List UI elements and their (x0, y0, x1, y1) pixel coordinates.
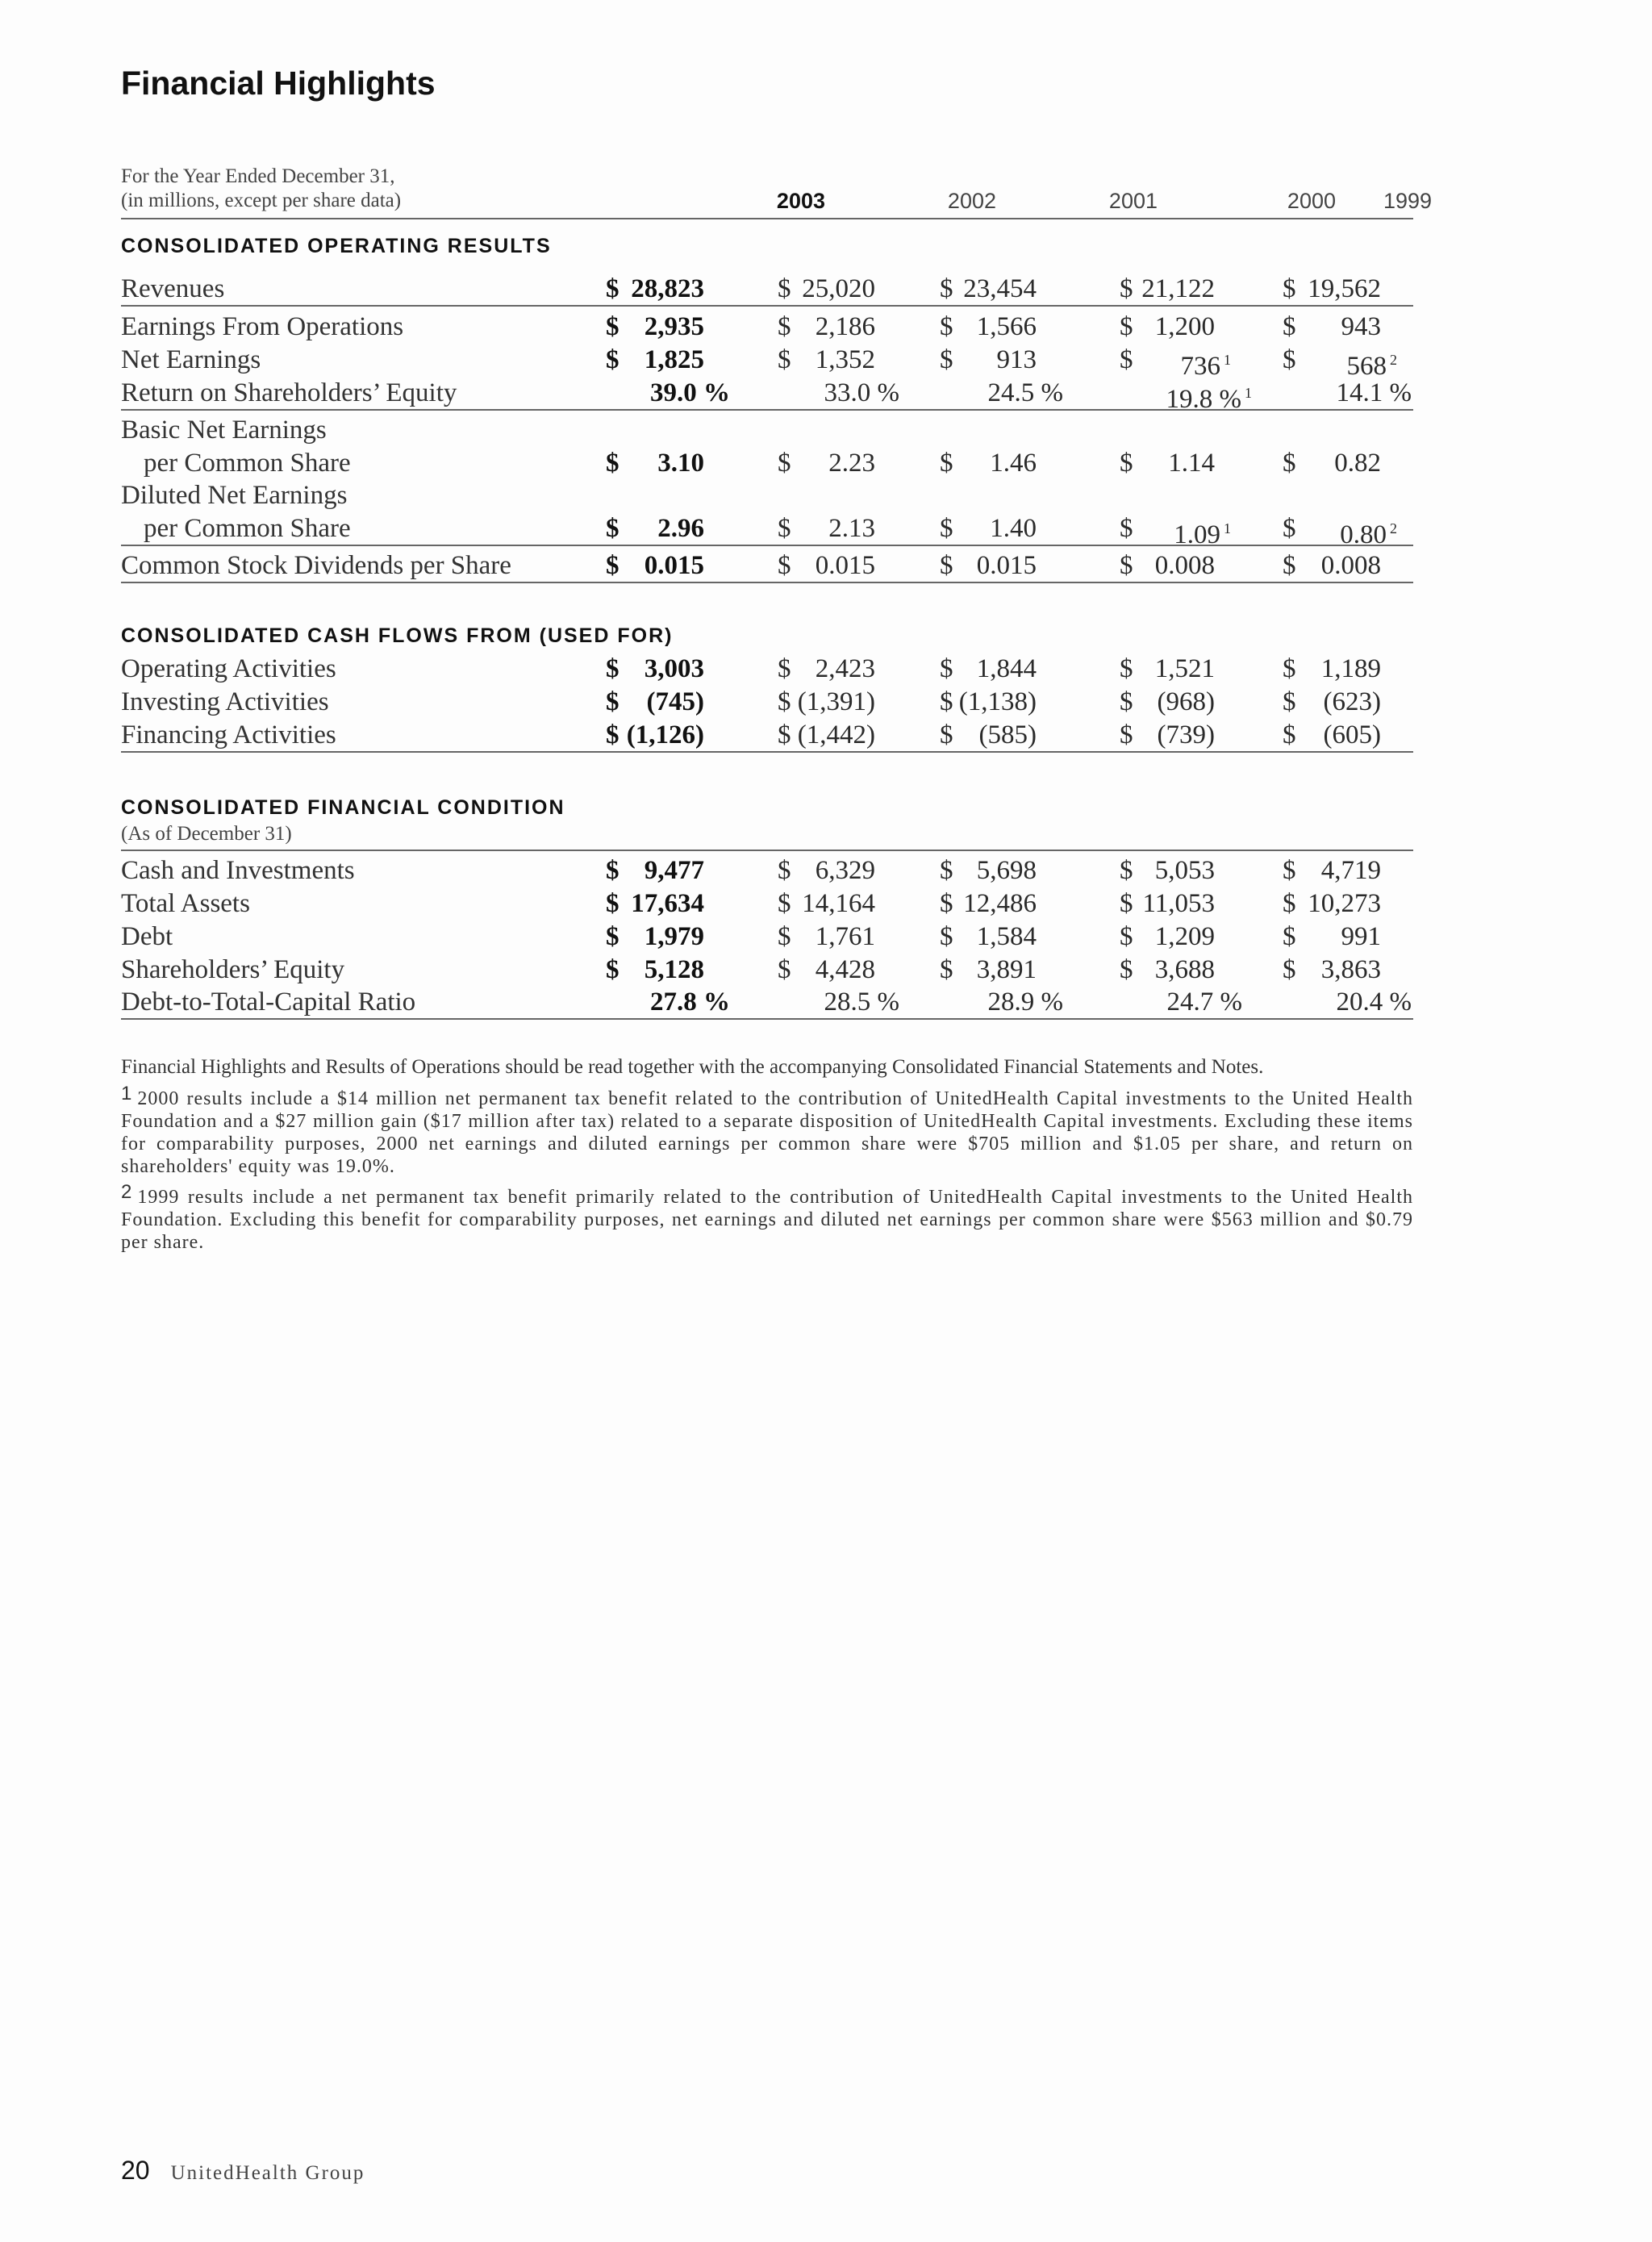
currency-symbol: $ (778, 654, 791, 683)
currency-symbol: $ (1283, 514, 1296, 543)
value: 1,761 (815, 922, 875, 951)
value: 4,719 (1320, 856, 1381, 885)
value: 2,423 (815, 654, 875, 683)
row-label: Basic Net Earnings (121, 415, 327, 445)
value: 2.13 (828, 514, 875, 543)
currency-symbol: $ (940, 687, 953, 716)
row-label: Earnings From Operations (121, 312, 404, 341)
currency-symbol: $ (778, 274, 791, 303)
row-investing-activities (121, 686, 1413, 719)
value-cell (606, 954, 704, 987)
currency-symbol: $ (778, 856, 791, 885)
value: 11,053 (1142, 889, 1215, 918)
value-cell (1120, 311, 1215, 344)
value-cell (940, 719, 1037, 752)
currency-symbol: $ (606, 654, 620, 683)
row-financing-activities (121, 719, 1413, 752)
value: 1,352 (815, 345, 875, 374)
value: 4,428 (815, 955, 875, 984)
value-cell (1120, 512, 1231, 549)
value-cell (778, 447, 875, 480)
value: (585) (978, 720, 1037, 749)
divider (121, 582, 1413, 583)
year-2003: 2003 (776, 189, 825, 213)
currency-symbol: $ (606, 687, 620, 716)
divider (121, 1018, 1413, 1020)
value-cell (1283, 986, 1412, 1019)
value-cell (606, 377, 730, 410)
currency-symbol: $ (606, 449, 620, 478)
currency-symbol: $ (940, 720, 953, 749)
value-cell (1283, 311, 1381, 344)
currency-symbol: $ (1120, 922, 1133, 951)
value: 1.09 $^1$ (1174, 520, 1231, 549)
value: (1,138) (958, 687, 1037, 716)
value: 3,003 (644, 654, 704, 683)
row-earnings-from-operations (121, 311, 1413, 344)
currency-symbol: $ (778, 514, 791, 543)
currency-symbol: $ (1120, 654, 1133, 683)
value-cell (1283, 686, 1381, 719)
footnote-text: 2000 results include a $14 million net permanent tax benefit related to the contribution of UnitedHealth Capital investments to the United Health Foundation and a $27 million gain ($17 million after tax) related to a separate disposition of UnitedHealth Capital investments. Excluding these items for comparability purposes, 2000 net earnings and diluted earnings per common share were $705 million and $1.05 per share, and return on shareholders' equity was 19.0%. (121, 1088, 1413, 1177)
currency-symbol: $ (606, 889, 620, 918)
value: (1,391) (797, 687, 875, 716)
value: 1.14 (1168, 449, 1215, 478)
currency-symbol: $ (1283, 449, 1296, 478)
value: (968) (1157, 687, 1215, 716)
value: 736 $^1$ (1180, 352, 1231, 381)
currency-symbol: $ (1283, 687, 1296, 716)
value-cell (1120, 854, 1215, 887)
value: 25,020 (802, 274, 875, 303)
value: 1,200 (1154, 312, 1215, 341)
footnote-ref: 1 (1224, 352, 1231, 368)
value-cell (1120, 719, 1215, 752)
value: 24.7 % (1166, 987, 1242, 1017)
value-cell (1283, 344, 1397, 381)
row-total-assets (121, 887, 1413, 921)
value: 0.008 (1154, 551, 1215, 580)
value: 14,164 (802, 889, 875, 918)
value: 0.008 (1320, 551, 1381, 580)
value-cell (606, 447, 704, 480)
currency-symbol: $ (1120, 955, 1133, 984)
currency-symbol: $ (940, 856, 953, 885)
currency-symbol: $ (1120, 687, 1133, 716)
currency-symbol: $ (1283, 856, 1296, 885)
divider (121, 409, 1413, 411)
row-dividends (121, 549, 1413, 582)
value-cell (606, 921, 704, 954)
value: 2,935 (644, 312, 704, 341)
value-cell (778, 549, 875, 582)
currency-symbol: $ (778, 345, 791, 374)
currency-symbol: $ (940, 654, 953, 683)
row-net-earnings (121, 344, 1413, 381)
currency-symbol: $ (1120, 274, 1133, 303)
row-label: Return on Shareholders’ Equity (121, 378, 457, 407)
value: 1.40 (990, 514, 1037, 543)
year-2001: 2001 (1108, 189, 1158, 213)
value-cell (778, 377, 899, 410)
value: 28,823 (631, 274, 704, 303)
row-label: Net Earnings (121, 345, 261, 374)
currency-symbol: $ (606, 514, 620, 543)
value-cell (1120, 921, 1215, 954)
row-shareholders-equity (121, 954, 1413, 987)
value-cell (1283, 719, 1381, 752)
value-cell (606, 344, 704, 377)
value-cell (778, 512, 875, 545)
row-label: Total Assets (121, 889, 250, 918)
currency-symbol: $ (940, 889, 953, 918)
currency-symbol: $ (606, 922, 620, 951)
currency-symbol: $ (1120, 720, 1133, 749)
currency-symbol: $ (606, 551, 620, 580)
value: 17,634 (631, 889, 704, 918)
row-label: Operating Activities (121, 654, 336, 683)
currency-symbol: $ (1120, 889, 1133, 918)
year-2002: 2002 (947, 189, 996, 213)
value: 12,486 (963, 889, 1037, 918)
currency-symbol: $ (1283, 274, 1296, 303)
value: 5,698 (976, 856, 1037, 885)
value: (623) (1323, 687, 1381, 716)
footnotes (121, 1055, 1413, 1254)
value: 33.0 % (824, 378, 899, 407)
value-cell (606, 273, 704, 306)
value-cell (1283, 512, 1397, 549)
row-operating-activities (121, 653, 1413, 686)
currency-symbol: $ (606, 955, 620, 984)
period-label-line2: (in millions, except per share data) (121, 190, 402, 211)
value-cell (940, 921, 1037, 954)
value: 19,562 (1308, 274, 1381, 303)
value-cell (1283, 954, 1381, 987)
year-1999: 1999 (1383, 189, 1433, 213)
footnote-mark: 1 (121, 1083, 133, 1104)
value: 3,863 (1320, 955, 1381, 984)
value-cell (940, 512, 1037, 545)
value-cell (1283, 549, 1381, 582)
currency-symbol: $ (1120, 551, 1133, 580)
footnote-ref: 1 (1245, 385, 1252, 401)
currency-symbol: $ (1283, 720, 1296, 749)
value: 0.015 (644, 551, 704, 580)
currency-symbol: $ (940, 922, 953, 951)
value-cell (606, 512, 704, 545)
value-cell (1120, 653, 1215, 686)
value-cell (1120, 273, 1215, 306)
value: 20.4 % (1336, 987, 1412, 1017)
currency-symbol: $ (1283, 922, 1296, 951)
value: 10,273 (1308, 889, 1381, 918)
row-return-on-equity (121, 377, 1413, 414)
currency-symbol: $ (940, 449, 953, 478)
value-cell (1120, 954, 1215, 987)
currency-symbol: $ (778, 687, 791, 716)
value: 3,688 (1154, 955, 1215, 984)
value-cell (778, 921, 875, 954)
value: 913 (996, 345, 1037, 374)
page-number: 20 (121, 2156, 150, 2185)
footnote-text: 1999 results include a net permanent tax benefit primarily related to the contribution of UnitedHealth Capital investments to the United Health Foundation. Excluding this benefit for comparability purposes, net earnings and diluted net earnings per common share were $563 million and $0.79 per share. (121, 1187, 1413, 1253)
row-label: per Common Share (144, 449, 351, 478)
value: 943 (1341, 312, 1381, 341)
currency-symbol: $ (778, 551, 791, 580)
value: 1,979 (644, 922, 704, 951)
value: 0.015 (976, 551, 1037, 580)
value-cell (606, 887, 704, 921)
value: 3,891 (976, 955, 1037, 984)
value-cell (940, 954, 1037, 987)
value: 28.5 % (824, 987, 899, 1017)
currency-symbol: $ (606, 274, 620, 303)
value: 24.5 % (987, 378, 1063, 407)
value-cell (606, 986, 730, 1019)
value: 1,566 (976, 312, 1037, 341)
row-label: per Common Share (144, 514, 351, 543)
currency-symbol: $ (940, 955, 953, 984)
value: 2.23 (828, 449, 875, 478)
value-cell (940, 377, 1063, 410)
row-diluted-eps-label (121, 479, 1413, 512)
value: 19.8 % $^1$ (1166, 385, 1252, 414)
value: 5,128 (644, 955, 704, 984)
value-cell (1120, 344, 1231, 381)
value: 21,122 (1141, 274, 1215, 303)
value-cell (778, 954, 875, 987)
value-cell (778, 344, 875, 377)
value: 1,825 (644, 345, 704, 374)
value-cell (940, 986, 1063, 1019)
currency-symbol: $ (1283, 889, 1296, 918)
row-label: Investing Activities (121, 687, 329, 716)
footnote-ref: 2 (1390, 352, 1397, 368)
value: 6,329 (815, 856, 875, 885)
value-cell (606, 719, 704, 752)
value: 3.10 (657, 449, 704, 478)
value: (739) (1157, 720, 1215, 749)
currency-symbol: $ (778, 889, 791, 918)
value: 991 (1341, 922, 1381, 951)
footnote-mark: 2 (121, 1181, 133, 1203)
row-label: Revenues (121, 274, 225, 303)
row-label: Debt (121, 922, 173, 951)
row-label: Common Stock Dividends per Share (121, 551, 511, 580)
company-name: UnitedHealth Group (170, 2162, 365, 2184)
row-basic-eps (121, 447, 1413, 480)
currency-symbol: $ (778, 955, 791, 984)
value-cell (940, 273, 1037, 306)
footnote-1 (121, 1083, 1413, 1178)
value-cell (1120, 986, 1242, 1019)
section-title-operating: CONSOLIDATED OPERATING RESULTS (121, 235, 552, 257)
value: 28.9 % (987, 987, 1063, 1017)
value: 1,844 (976, 654, 1037, 683)
value-cell (1120, 447, 1215, 480)
currency-symbol: $ (940, 274, 953, 303)
currency-symbol: $ (606, 345, 620, 374)
divider (121, 850, 1413, 851)
currency-symbol: $ (1120, 449, 1133, 478)
row-label: Debt-to-Total-Capital Ratio (121, 987, 416, 1017)
value-cell (1283, 447, 1381, 480)
section-title-cash-flows: CONSOLIDATED CASH FLOWS FROM (USED FOR) (121, 624, 674, 647)
value: 9,477 (644, 856, 704, 885)
value-cell (1120, 887, 1215, 921)
value: 2.96 (657, 514, 704, 543)
page-title: Financial Highlights (121, 65, 436, 102)
currency-symbol: $ (1283, 312, 1296, 341)
currency-symbol: $ (1283, 551, 1296, 580)
footnote-2 (121, 1181, 1413, 1254)
row-label: Cash and Investments (121, 856, 355, 885)
value-cell (1283, 377, 1412, 410)
notes-intro: Financial Highlights and Results of Operations should be read together with the accompanying Consolidated Financial Statements and Notes. (121, 1056, 1264, 1078)
row-basic-eps-label (121, 414, 1413, 447)
value-cell (778, 273, 875, 306)
row-debt-to-capital-ratio (121, 986, 1413, 1019)
value-cell (1283, 921, 1381, 954)
value-cell (1120, 549, 1215, 582)
value-cell (606, 854, 704, 887)
currency-symbol: $ (1120, 345, 1133, 374)
currency-symbol: $ (940, 312, 953, 341)
value-cell (778, 887, 875, 921)
value-cell (778, 854, 875, 887)
value: 2,186 (815, 312, 875, 341)
value-cell (1120, 686, 1215, 719)
value-cell (778, 311, 875, 344)
currency-symbol: $ (1283, 654, 1296, 683)
value-cell (940, 549, 1037, 582)
value: 568 $^2$ (1346, 352, 1397, 381)
value-cell (940, 653, 1037, 686)
period-label-line1: For the Year Ended December 31, (121, 165, 395, 187)
value: 27.8 % (650, 987, 730, 1017)
row-cash-and-investments (121, 854, 1413, 887)
divider (121, 751, 1413, 753)
currency-symbol: $ (606, 720, 620, 749)
footnote-ref: 2 (1390, 520, 1397, 536)
value: (1,126) (626, 720, 704, 749)
currency-symbol: $ (1120, 514, 1133, 543)
value-cell (606, 686, 704, 719)
value-cell (1283, 273, 1381, 306)
year-2000: 2000 (1287, 189, 1336, 213)
currency-symbol: $ (1283, 345, 1296, 374)
currency-symbol: $ (1120, 856, 1133, 885)
value-cell (1120, 377, 1252, 414)
row-debt (121, 921, 1413, 954)
row-label: Shareholders’ Equity (121, 955, 345, 984)
currency-symbol: $ (778, 720, 791, 749)
value: 0.015 (815, 551, 875, 580)
value-cell (1283, 854, 1381, 887)
value-cell (940, 686, 1037, 719)
currency-symbol: $ (1283, 955, 1296, 984)
value: 5,053 (1154, 856, 1215, 885)
value-cell (940, 344, 1037, 377)
section-title-financial-condition: CONSOLIDATED FINANCIAL CONDITION (121, 796, 565, 819)
value-cell (940, 311, 1037, 344)
footnote-ref: 1 (1224, 520, 1231, 536)
currency-symbol: $ (940, 514, 953, 543)
value-cell (606, 549, 704, 582)
value: 14.1 % (1336, 378, 1412, 407)
value: 23,454 (963, 274, 1037, 303)
value-cell (778, 986, 899, 1019)
currency-symbol: $ (606, 312, 620, 341)
value: 39.0 % (650, 378, 730, 407)
row-revenues (121, 273, 1413, 306)
value: 0.82 (1334, 449, 1381, 478)
value: (745) (646, 687, 704, 716)
value: (1,442) (797, 720, 875, 749)
value: 1,209 (1154, 922, 1215, 951)
value-cell (778, 719, 875, 752)
currency-symbol: $ (940, 551, 953, 580)
currency-symbol: $ (940, 345, 953, 374)
value-cell (1283, 887, 1381, 921)
column-header (121, 165, 1433, 219)
value-cell (1283, 653, 1381, 686)
value: (605) (1323, 720, 1381, 749)
currency-symbol: $ (778, 312, 791, 341)
value-cell (778, 653, 875, 686)
value-cell (940, 887, 1037, 921)
currency-symbol: $ (1120, 312, 1133, 341)
currency-symbol: $ (778, 922, 791, 951)
currency-symbol: $ (606, 856, 620, 885)
divider (121, 305, 1413, 307)
currency-symbol: $ (778, 449, 791, 478)
value: 0.80 $^2$ (1340, 520, 1397, 549)
row-label: Diluted Net Earnings (121, 481, 348, 510)
value: 1,584 (976, 922, 1037, 951)
row-label: Financing Activities (121, 720, 336, 749)
value-cell (940, 854, 1037, 887)
section-subtitle: (As of December 31) (121, 823, 292, 845)
value-cell (606, 311, 704, 344)
value-cell (606, 653, 704, 686)
value-cell (940, 447, 1037, 480)
row-diluted-eps (121, 512, 1413, 549)
value: 1,521 (1154, 654, 1215, 683)
value: 1,189 (1320, 654, 1381, 683)
value: 1.46 (990, 449, 1037, 478)
page-footer (121, 2156, 365, 2186)
value-cell (778, 686, 875, 719)
divider (121, 545, 1413, 546)
